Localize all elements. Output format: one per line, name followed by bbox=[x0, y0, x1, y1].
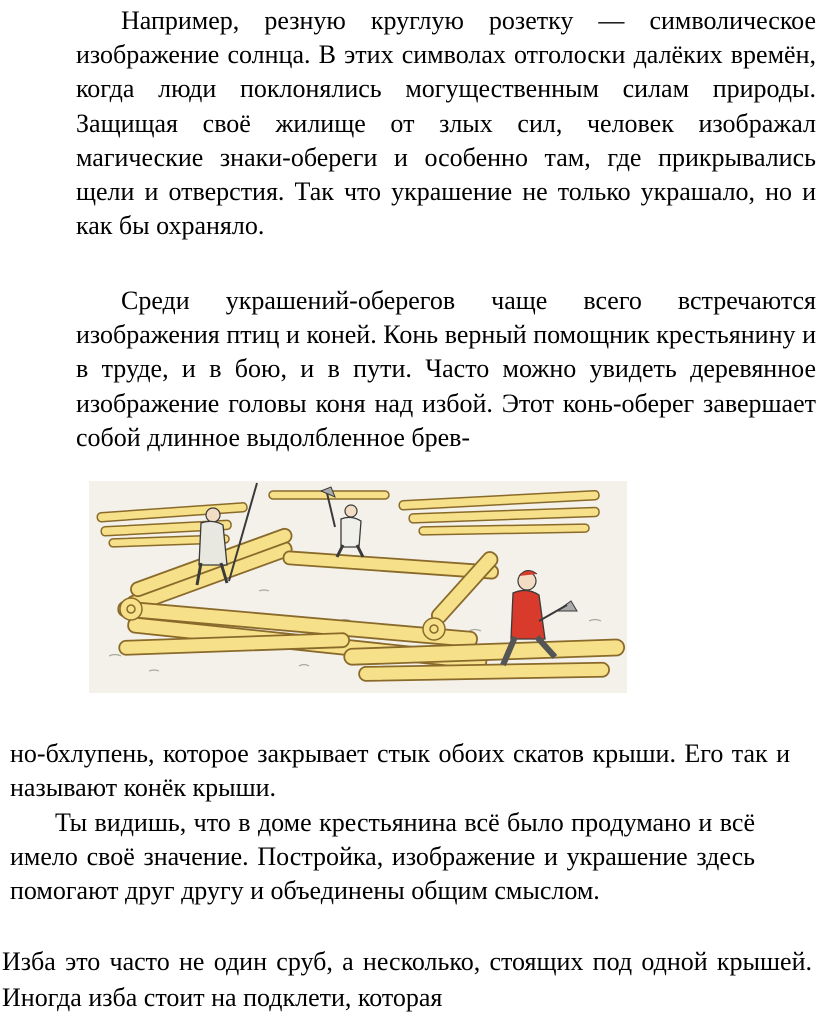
log-house-building-illustration bbox=[89, 481, 627, 693]
paragraph-meaning: Ты видишь, что в доме крестьянина всё было продумано и всё имело своё значение. Постройка, изображение и украшение здесь помогают друг другу и объединены общим смыслом. bbox=[10, 808, 755, 906]
paragraph-izba: Изба это часто не один сруб, а несколько, стоящих под одной крышей. Иногда изба стоит на подклети, которая bbox=[2, 947, 812, 1012]
paragraph-charms: Среди украшений-оберегов чаще всего встречаются изображения птиц и коней. Конь верный помощник крестьянину и в труде, и в бою, и в пути. Часто можно увидеть деревянное изображение головы коня над избой. Этот конь-оберег завершает собой длинное выдолбленное брев- bbox=[76, 286, 816, 452]
paragraph-ridge: но-бхлупень, которое закрывает стык обоих скатов крыши. Его так и называют конёк крыши. bbox=[10, 739, 790, 803]
paragraph-rosette: Например, резную круглую розетку — символическое изображение солнца. В этих символах отголоски далёких времён, когда люди поклонялись могущественным силам природы. Защищая своё жилище от злых сил, человек изображал магические знаки-обереги и особенно там, где прикрывались щели и отверстия. Так что украшение не только украшало, но и как бы охраняло. bbox=[76, 6, 816, 241]
